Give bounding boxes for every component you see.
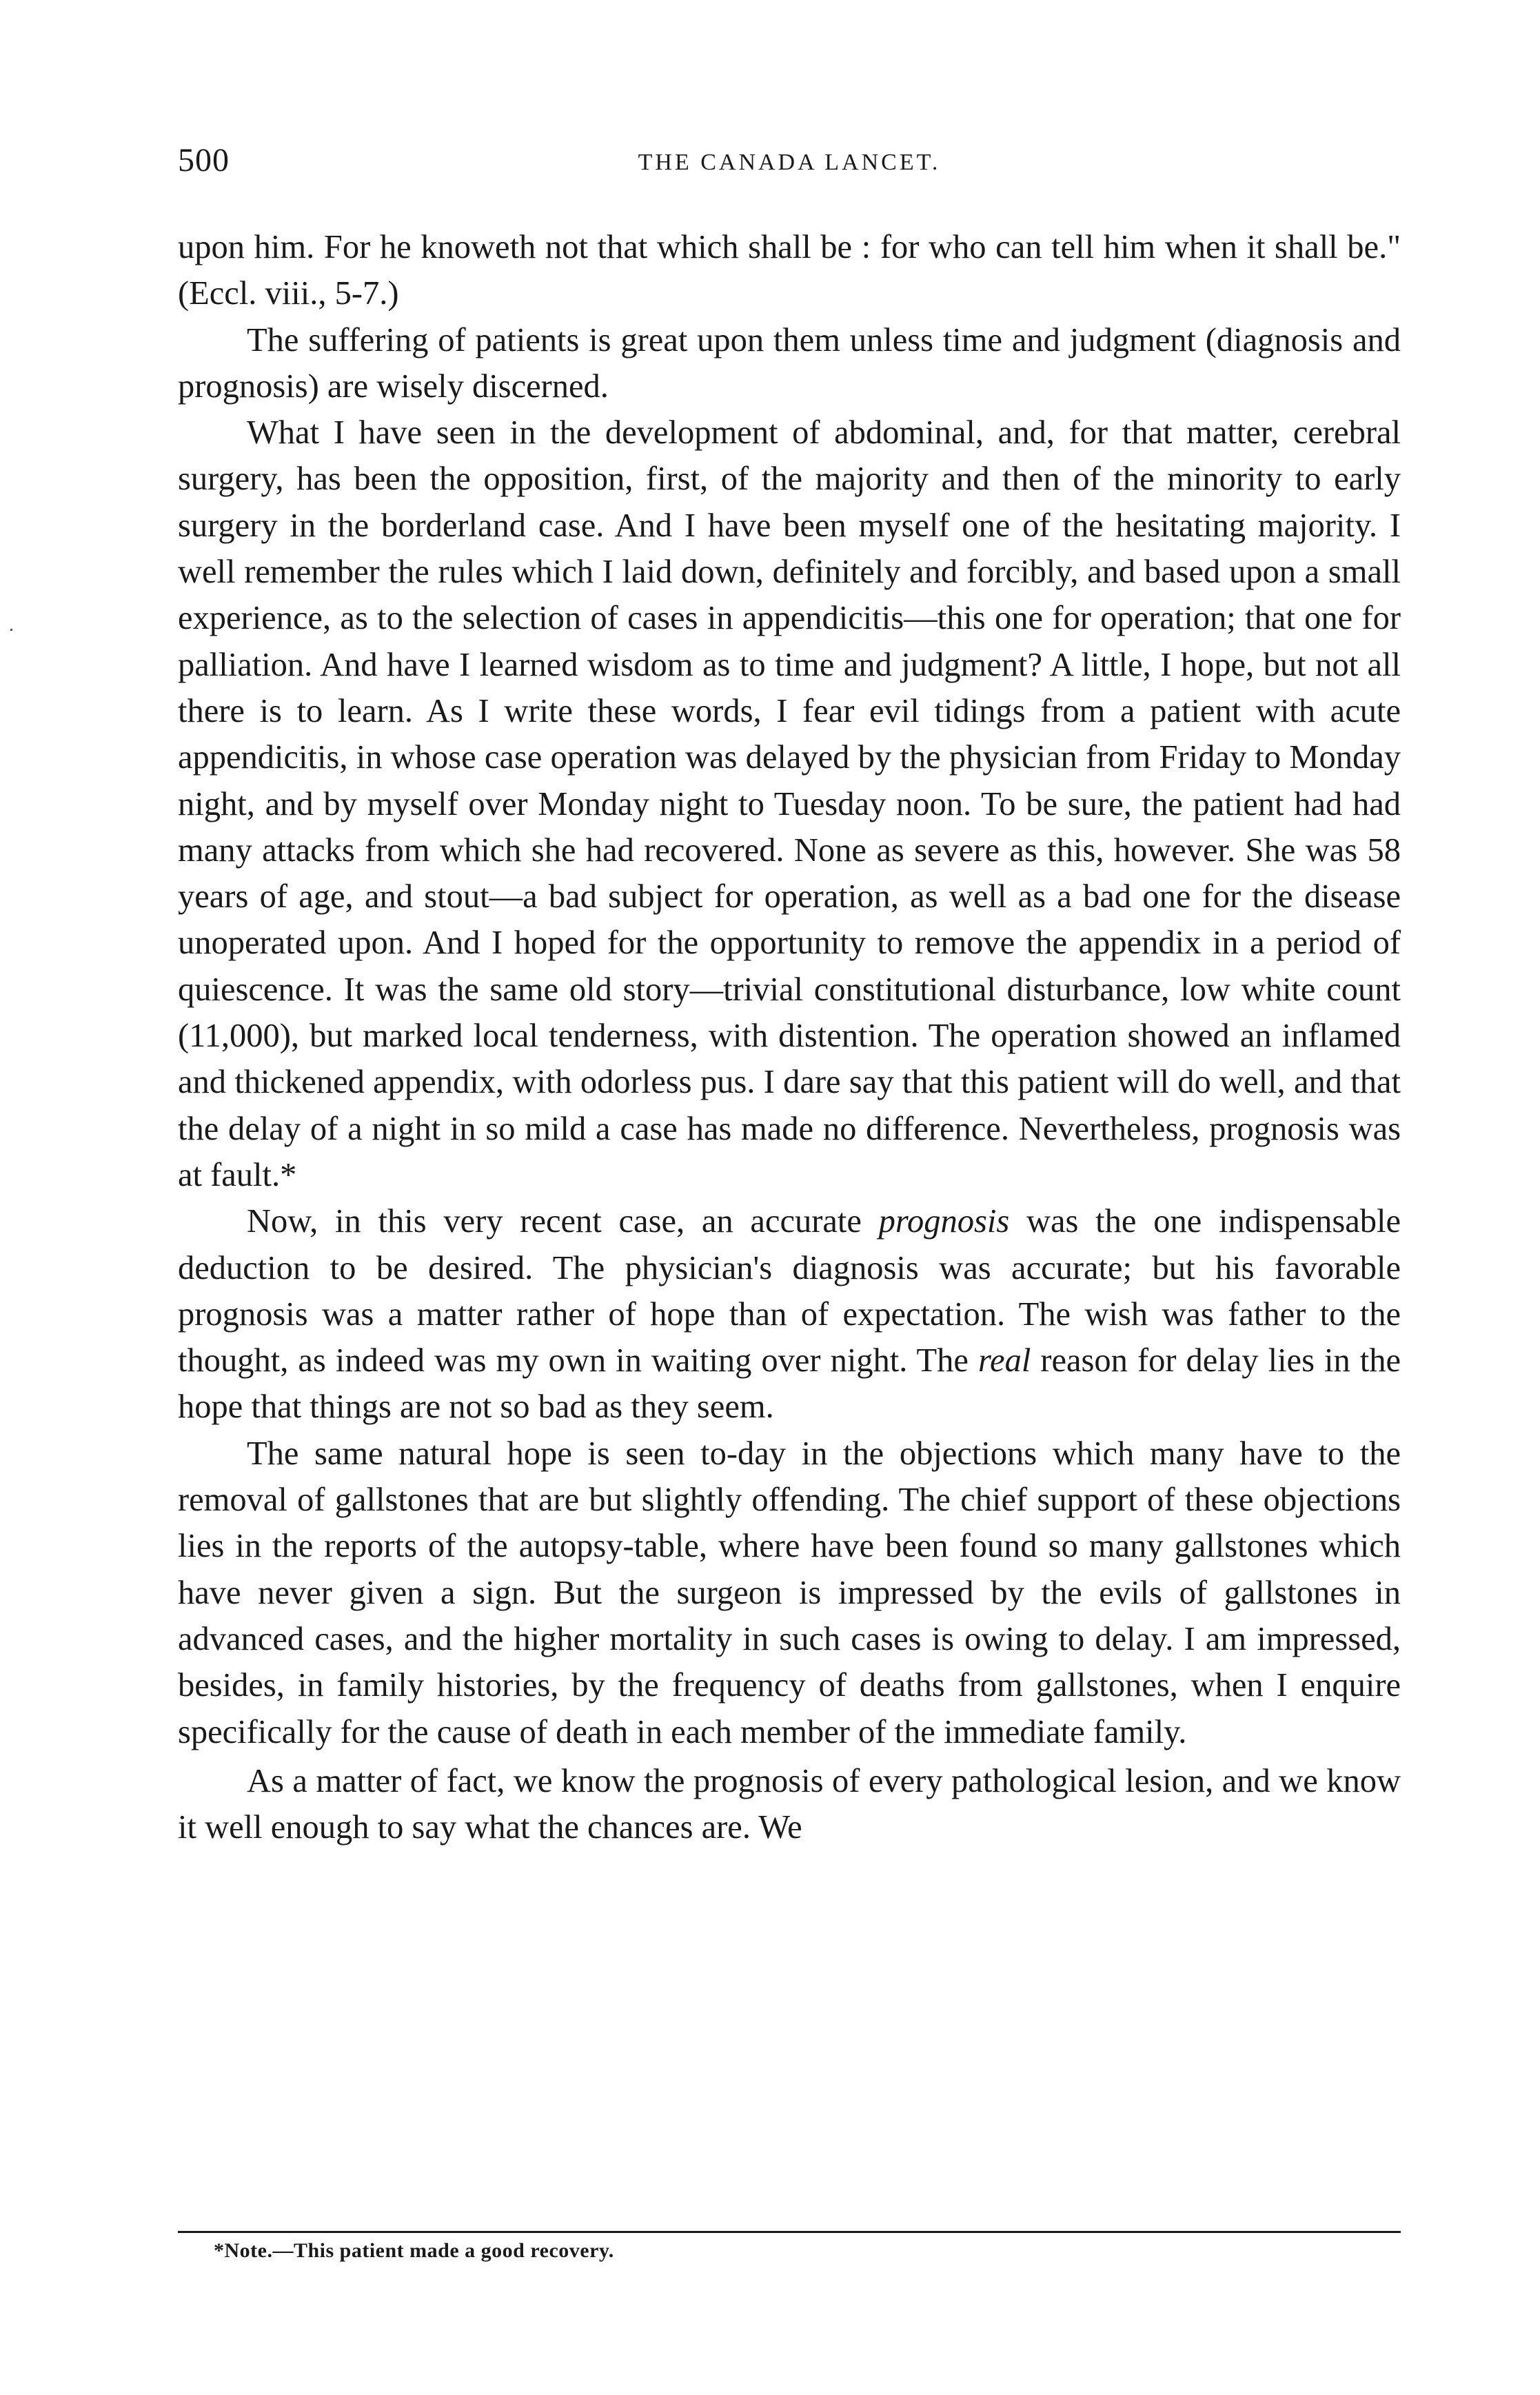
paragraph-5: The same natural hope is seen to-day in the objections which many have to the removal of gallstones that are but slightly offending. The chief support of these objections lies in the reports of the autopsy-table, where have been found so many gallstones which have never given a sign. But the surgeon is impressed by the evils of gallstones in advanced cases, and the higher mortality in such cases is owing to delay. I am impressed, besides, in family histories, by the frequency of deaths from gallstones, when I enquire specifically for the cause of death in each member of the immediate family. [178,1435,1401,1750]
paragraph-3: What I have seen in the development of abdominal, and, for that matter, cerebral surgery, has been the opposition, first, of the majority and then of the minority to early surgery in the borderland case. And I have been myself one of the hesitating majority. I well remember the rules which I laid down, definitely and forcibly, and based upon a small experience, as to the selection of cases in appendicitis—this one for operation; that one for palliation. And have I learned wisdom as to time and judgment? A little, I hope, but not all there is to learn. As I write these words, I fear evil tidings from a patient with acute appendicitis, in whose case operation was delayed by the physician from Friday to Monday night, and by myself over Monday night to Tuesday noon. To be sure, the patient had had many attacks from which she had recovered. None as severe as this, however. She was 58 years of age, and stout—a bad subject for operation, as well as a bad one for the disease unoperated upon. And I hoped for the opportunity to remove the appendix in a period of quiescence. It was the same old story—trivial constitutional disturbance, low white count (11,000), but marked local tenderness, with distention. The operation showed an inflamed and thickened appendix, with odorless pus. I dare say that this patient will do well, and that the delay of a night in so mild a case has made no difference. Nevertheless, prognosis was at fault.* [178,414,1401,1193]
footnote: *Note.—This patient made a good recovery. [214,2239,614,2262]
paragraph-4-italic-real: real [977,1342,1031,1380]
footnote-rule [178,2231,1401,2233]
paragraph-4 [178,1198,1401,1430]
margin-speck [10,629,12,631]
paragraph-1: upon him. For he knoweth not that which shall be : for who can tell him when it shall be." (Eccl. viii., 5-7.) [178,229,1401,312]
paragraph-4-text-3: reason for delay lies in the hope that things are not so bad as they seem. [178,1342,1401,1426]
paragraph-2: The suffering of patients is great upon them unless time and judgment (diagnosis and prognosis) are wisely discerned. [178,321,1401,405]
page-number: 500 [178,142,230,179]
paragraph-6: As a matter of fact, we know the prognosis of every pathological lesion, and we know it well enough to say what the chances are. We [178,1762,1401,1846]
paragraph-4-italic-prognosis: prognosis [878,1203,1010,1240]
page-header [178,141,1401,190]
paragraph-4-text-1: Now, in this very recent case, an accurate [247,1203,879,1240]
running-head: THE CANADA LANCET. [638,150,941,175]
paragraph-4-text-2: was the one indispensable deduction to be desired. The physician's diagnosis was accurate; but his favorable prognosis was a matter rather of hope than of expectation. The wish was father to the thought, as indeed was my own in waiting over night. The [178,1203,1401,1380]
body-text [178,224,1401,1850]
